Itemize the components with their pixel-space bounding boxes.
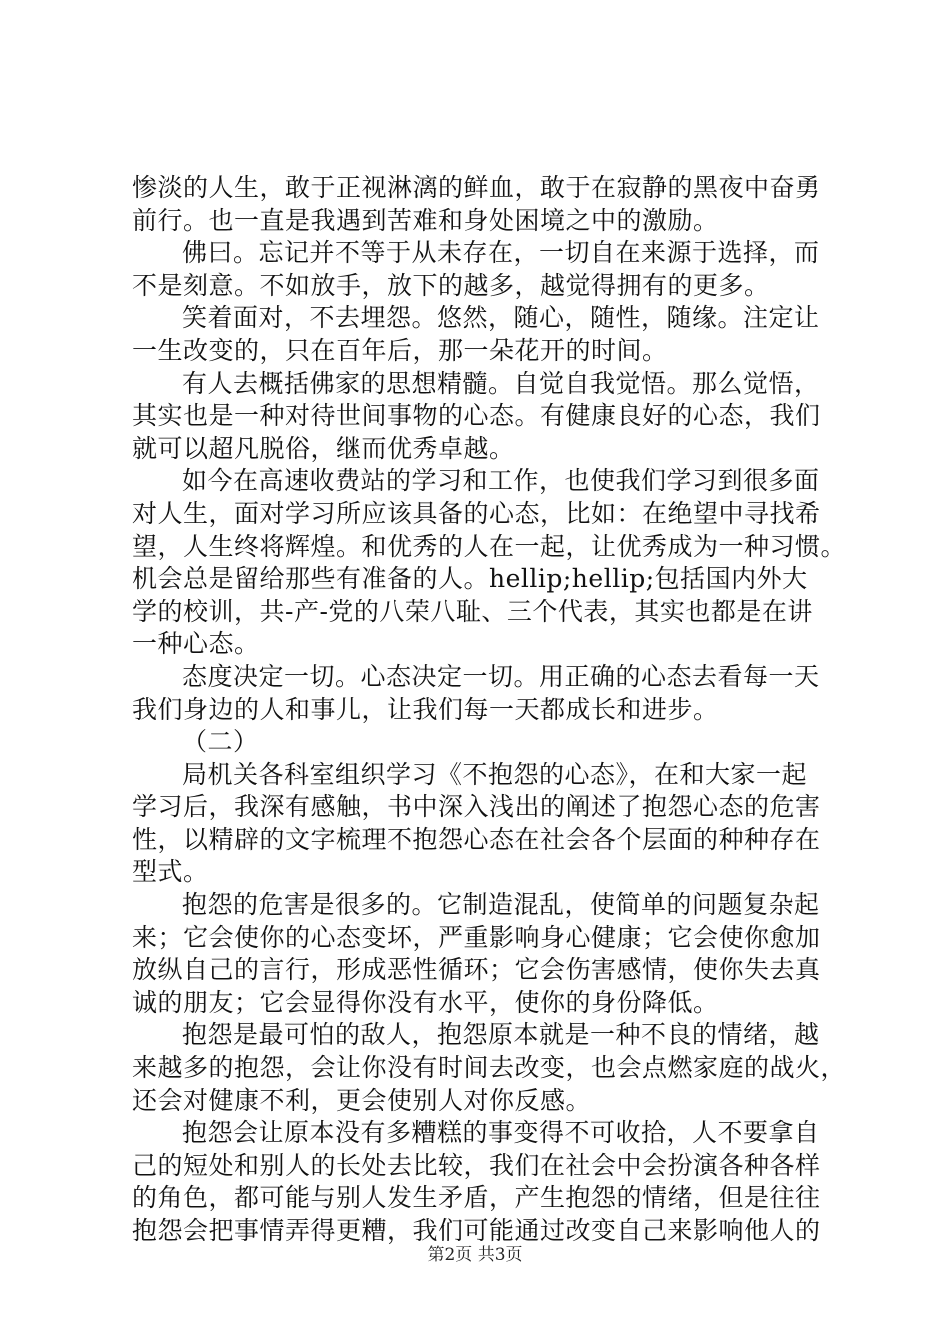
text-line: 抱怨是最可怕的敌人，抱怨原本就是一种不良的情绪，越 <box>182 1020 820 1050</box>
text-line: 不是刻意。不如放手，放下的越多，越觉得拥有的更多。 <box>132 270 770 300</box>
text-line: 型式。 <box>132 857 209 887</box>
text-line: 如今在高速收费站的学习和工作，也使我们学习到很多面 <box>182 466 820 496</box>
text-line: 性，以精辟的文字梳理不抱怨心态在社会各个层面的种种存在 <box>132 824 821 854</box>
text-line: 有人去概括佛家的思想精髓。自觉自我觉悟。那么觉悟， <box>182 368 820 398</box>
section-heading: （二） <box>182 727 259 757</box>
text-line: 来；它会使你的心态变坏，严重影响身心健康；它会使你愈加 <box>132 922 821 952</box>
text-line: 其实也是一种对待世间事物的心态。有健康良好的心态，我们 <box>132 401 821 431</box>
text-line: 还会对健康不利，更会使别人对你反感。 <box>132 1085 592 1115</box>
text-line: 一生改变的，只在百年后，那一朵花开的时间。 <box>132 335 668 365</box>
text-line: 抱怨的危害是很多的。它制造混乱，使简单的问题复杂起 <box>182 890 820 920</box>
text-line: 局机关各科室组织学习《不抱怨的心态》，在和大家一起 <box>182 759 808 789</box>
text-line: 抱怨会让原本没有多糟糕的事变得不可收拾，人不要拿自 <box>182 1118 820 1148</box>
text-line: 诚的朋友；它会显得你没有水平，使你的身份降低。 <box>132 987 719 1017</box>
text-line: 我们身边的人和事儿，让我们每一天都成长和进步。 <box>132 694 719 724</box>
text-line: 学习后，我深有感触，书中深入浅出的阐述了抱怨心态的危害 <box>132 792 821 822</box>
text-line: 对人生，面对学习所应该具备的心态，比如：在绝望中寻找希 <box>132 498 821 528</box>
text-line: 学的校训，共-产-党的八荣八耻、三个代表，其实也都是在讲 <box>132 596 813 626</box>
document-body <box>132 172 847 1248</box>
text-line: 就可以超凡脱俗，继而优秀卓越。 <box>132 433 515 463</box>
text-line: 的角色，都可能与别人发生矛盾，产生抱怨的情绪，但是往往 <box>132 1183 821 1213</box>
page-footer: 第2页 共3页 <box>427 1245 523 1265</box>
text-line: 己的短处和别人的长处去比较，我们在社会中会扮演各种各样 <box>132 1150 821 1180</box>
text-line: 机会总是留给那些有准备的人。hellip;hellip;包括国内外大 <box>132 564 808 594</box>
text-line: 前行。也一直是我遇到苦难和身处困境之中的激励。 <box>132 205 719 235</box>
text-line: 态度决定一切。心态决定一切。用正确的心态去看每一天 <box>182 661 820 691</box>
text-line: 放纵自己的言行，形成恶性循环；它会伤害感情，使你失去真 <box>132 955 821 985</box>
text-line: 望，人生终将辉煌。和优秀的人在一起，让优秀成为一种习惯。 <box>132 531 847 561</box>
text-line: 抱怨会把事情弄得更糟，我们可能通过改变自己来影响他人的 <box>132 1216 821 1245</box>
text-line: 佛曰。忘记并不等于从未存在，一切自在来源于选择，而 <box>182 238 820 268</box>
text-line: 惨淡的人生，敢于正视淋漓的鲜血，敢于在寂静的黑夜中奋勇 <box>132 173 821 202</box>
text-line: 笑着面对，不去埋怨。悠然，随心，随性，随缘。注定让 <box>182 303 820 333</box>
text-line: 一种心态。 <box>132 629 260 659</box>
text-line: 来越多的抱怨，会让你没有时间去改变，也会点燃家庭的战火， <box>132 1053 847 1083</box>
